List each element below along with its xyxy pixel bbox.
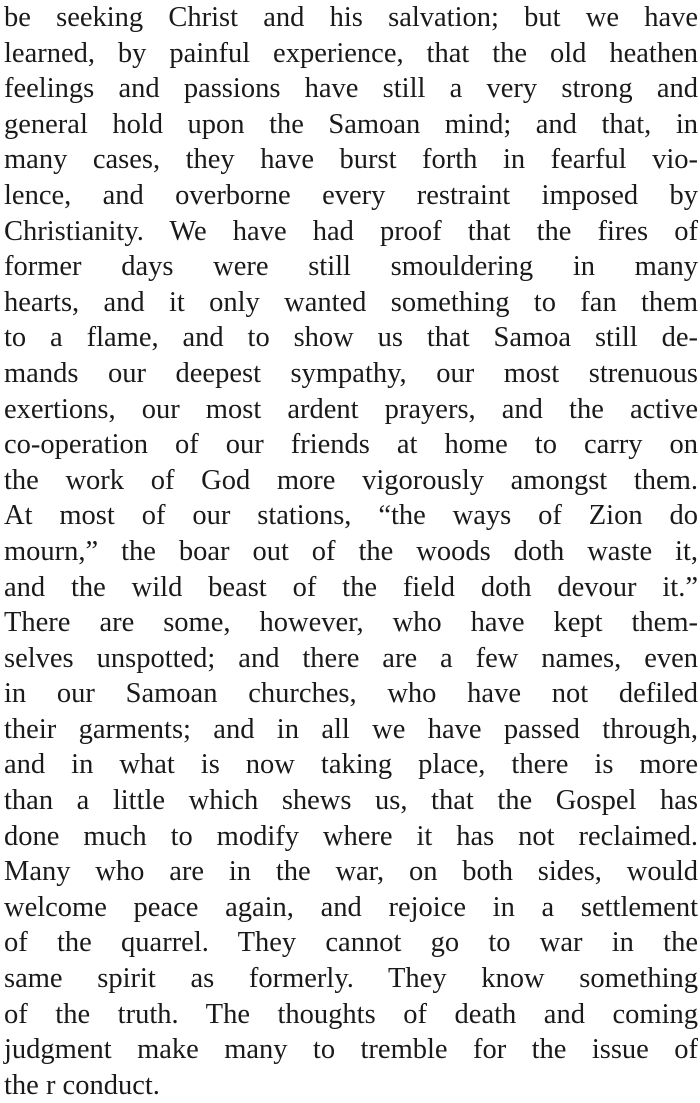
text-line: and the wild beast of the field doth devour it.” <box>4 571 698 603</box>
text-line: be seeking Christ and his salvation; but we have <box>4 2 698 33</box>
text-line: selves unspotted; and there are a few names, even <box>4 642 698 674</box>
text-line: exertions, our most ardent prayers, and the active <box>4 393 698 425</box>
text-line: mourn,” the boar out of the woods doth waste it, <box>4 535 698 567</box>
text-line: in our Samoan churches, who have not defiled <box>4 678 698 710</box>
text-line: Many who are in the war, on both sides, would <box>4 856 698 888</box>
text-line: done much to modify where it has not reclaimed. <box>4 820 698 852</box>
text-line: judgment make many to tremble for the issue of <box>4 1034 698 1066</box>
text-line: many cases, they have burst forth in fearful vio- <box>4 144 698 176</box>
document-page <box>4 0 698 1101</box>
text-line: of the quarrel. They cannot go to war in the <box>4 927 698 959</box>
text-line: than a little which shews us, that the Gospel has <box>4 785 698 817</box>
text-line: the work of God more vigorously amongst them. <box>4 464 698 496</box>
text-line: lence, and overborne every restraint imposed by <box>4 179 698 211</box>
text-line: to a flame, and to show us that Samoa still de- <box>4 322 698 354</box>
text-line: learned, by painful experience, that the old heathen <box>4 37 698 69</box>
text-line: mands our deepest sympathy, our most strenuous <box>4 357 698 389</box>
text-line: There are some, however, who have kept them- <box>4 607 698 639</box>
text-line: hearts, and it only wanted something to fan them <box>4 286 698 318</box>
text-line: their garments; and in all we have passed through, <box>4 713 698 745</box>
text-line: same spirit as formerly. They know something <box>4 963 698 995</box>
text-line: welcome peace again, and rejoice in a settlement <box>4 891 698 923</box>
text-line: and in what is now taking place, there is more <box>4 749 698 781</box>
text-line: of the truth. The thoughts of death and coming <box>4 998 698 1030</box>
text-line: Christianity. We have had proof that the fires of <box>4 215 698 247</box>
text-line: At most of our stations, “the ways of Zion do <box>4 500 698 532</box>
text-line: the r conduct. <box>4 1069 160 1101</box>
text-line: general hold upon the Samoan mind; and that, in <box>4 108 698 140</box>
text-line: feelings and passions have still a very strong and <box>4 73 698 105</box>
text-line: former days were still smouldering in many <box>4 251 698 283</box>
text-line: co-operation of our friends at home to carry on <box>4 429 698 461</box>
